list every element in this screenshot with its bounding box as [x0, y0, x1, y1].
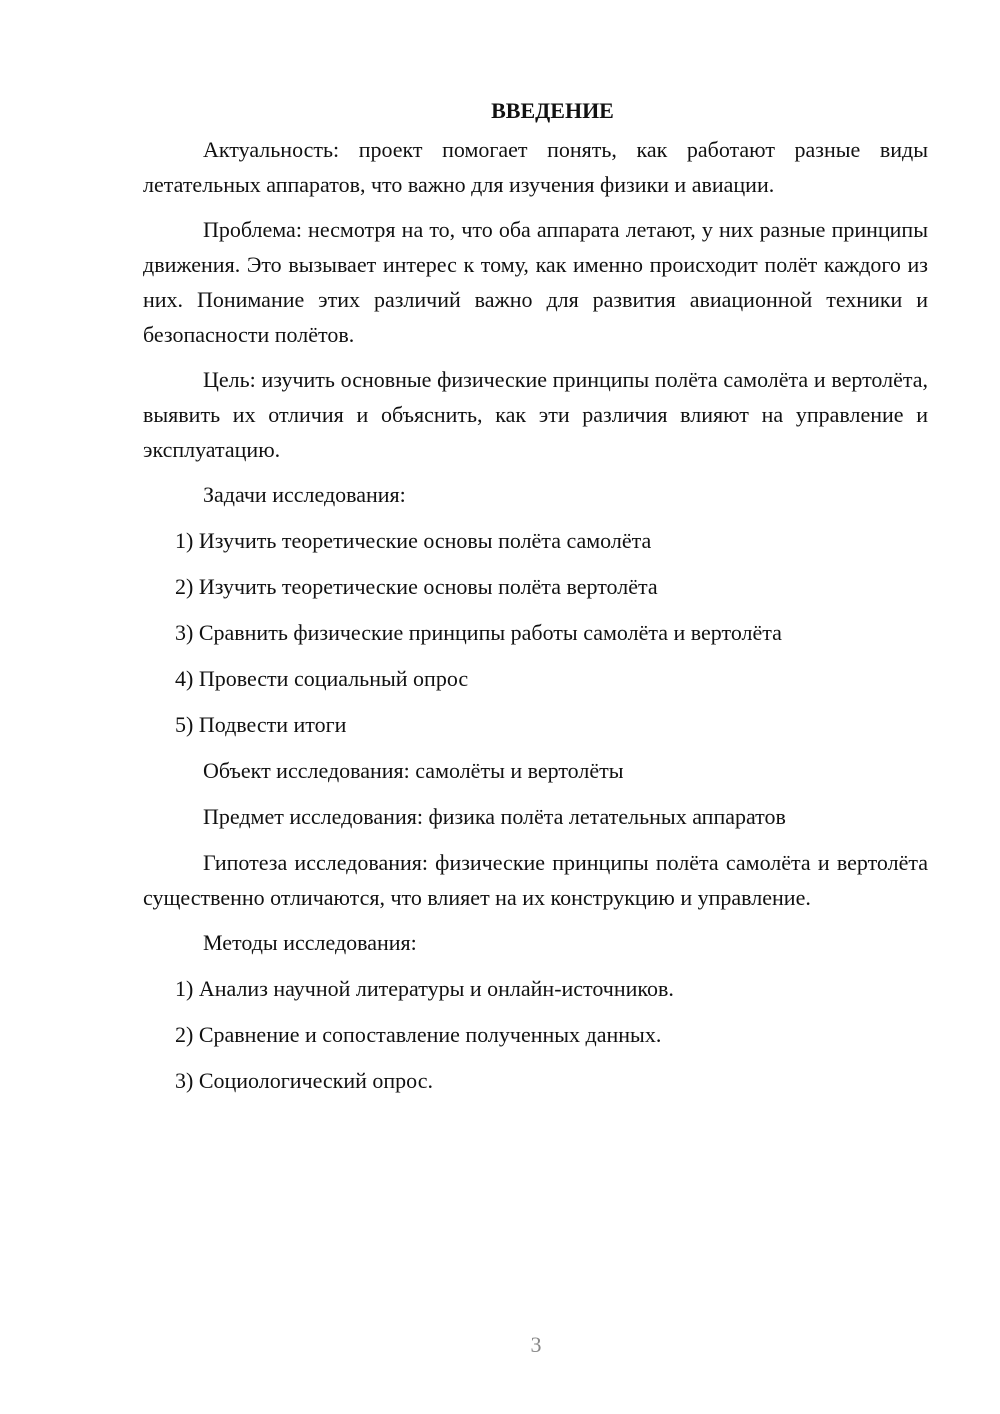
object-line: Объект исследования: самолёты и вертолёты	[203, 758, 624, 783]
tasks-heading: Задачи исследования:	[203, 482, 406, 507]
goal-paragraph: Цель: изучить основные физические принципы полёта самолёта и вертолёта, выявить их отличия и объяснить, как эти различия влияют на управление и эксплуатацию.	[143, 367, 928, 462]
task-item: 3) Сравнить физические принципы работы самолёта и вертолёта	[175, 620, 782, 645]
section-title: ВВЕДЕНИЕ	[491, 98, 614, 123]
problem-paragraph: Проблема: несмотря на то, что оба аппарата летают, у них разные принципы движения. Это вызывает интерес к тому, как именно происходит полёт каждого из них. Понимание этих различий важно для развития авиационной техники и безопасности полётов.	[143, 217, 928, 347]
method-item: 1) Анализ научной литературы и онлайн-источников.	[175, 976, 674, 1001]
task-item: 5) Подвести итоги	[175, 712, 347, 737]
method-item: 2) Сравнение и сопоставление полученных данных.	[175, 1022, 662, 1047]
methods-heading: Методы исследования:	[203, 930, 417, 955]
methods-list	[143, 971, 928, 1098]
page-content	[143, 94, 928, 1109]
hypothesis-paragraph: Гипотеза исследования: физические принципы полёта самолёта и вертолёта существенно отличаются, что влияет на их конструкцию и управление.	[143, 850, 928, 910]
page-number: 3	[530, 1332, 542, 1357]
method-item: 3) Социологический опрос.	[175, 1068, 433, 1093]
task-item: 2) Изучить теоретические основы полёта вертолёта	[175, 574, 658, 599]
relevance-paragraph: Актуальность: проект помогает понять, как работают разные виды летательных аппаратов, что важно для изучения физики и авиации.	[143, 137, 928, 197]
tasks-list	[143, 523, 928, 742]
task-item: 1) Изучить теоретические основы полёта самолёта	[175, 528, 652, 553]
task-item: 4) Провести социальный опрос	[175, 666, 469, 691]
subject-line: Предмет исследования: физика полёта летательных аппаратов	[203, 804, 786, 829]
